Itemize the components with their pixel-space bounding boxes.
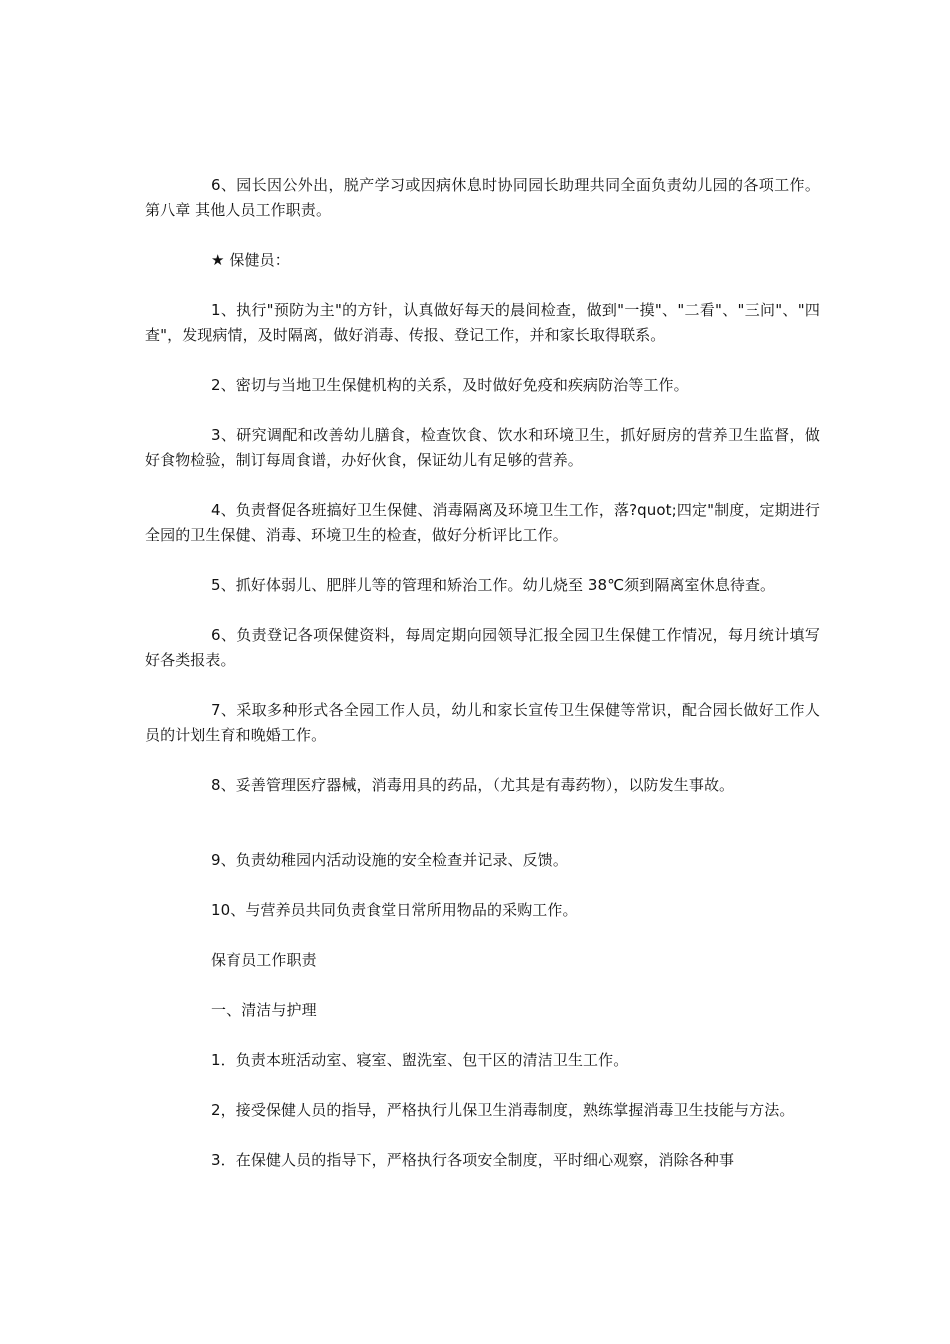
paragraph-health-duty-1: 1、执行"预防为主"的方针，认真做好每天的晨间检查，做到"一摸"、"二看"、"三问"、"四查"，发现病情，及时隔离，做好消毒、传报、登记工作，并和家长取得联系。	[145, 301, 820, 344]
paragraph-health-duty-4: 4、负责督促各班搞好卫生保健、消毒隔离及环境卫生工作，落?quot;四定"制度，定期进行全园的卫生保健、消毒、环境卫生的检查，做好分析评比工作。	[145, 501, 820, 544]
paragraph-health-duty-3: 3、研究调配和改善幼儿膳食，检查饮食、饮水和环境卫生，抓好厨房的营养卫生监督，做好食物检验，制订每周食谱，办好伙食，保证幼儿有足够的营养。	[145, 426, 820, 469]
paragraph-principal-duty-6: 6、园长因公外出，脱产学习或因病休息时协同园长助理共同全面负责幼儿园的各项工作。 第八章 其他人员工作职责。	[145, 176, 825, 219]
paragraph-health-duty-9: 9、负责幼稚园内活动设施的安全检查并记录、反馈。	[211, 851, 568, 869]
paragraph-health-duty-7: 7、采取多种形式各全园工作人员，幼儿和家长宣传卫生保健等常识，配合园长做好工作人员的计划生育和晚婚工作。	[145, 701, 820, 744]
document-body	[145, 173, 825, 1198]
heading-cleaning-and-care: 一、清洁与护理	[211, 1001, 317, 1019]
paragraph-health-duty-6: 6、负责登记各项保健资料，每周定期向园领导汇报全园卫生保健工作情况，每月统计填写好各类报表。	[145, 626, 820, 669]
paragraph-health-duty-8: 8、妥善管理医疗器械，消毒用具的药品，（尤其是有毒药物），以防发生事故。	[211, 776, 735, 794]
paragraph-childcare-duty-1: 1．负责本班活动室、寝室、盥洗室、包干区的清洁卫生工作。	[211, 1051, 629, 1069]
paragraph-health-duty-2: 2、密切与当地卫生保健机构的关系，及时做好免疫和疾病防治等工作。	[211, 376, 689, 394]
paragraph-childcare-duty-2: 2，接受保健人员的指导，严格执行儿保卫生消毒制度，熟练掌握消毒卫生技能与方法。	[211, 1101, 795, 1119]
paragraph-childcare-duty-3: 3．在保健人员的指导下，严格执行各项安全制度，平时细心观察，消除各种事	[211, 1151, 735, 1169]
paragraph-health-duty-10: 10、与营养员共同负责食堂日常所用物品的采购工作。	[211, 901, 578, 919]
paragraph-health-duty-5: 5、抓好体弱儿、肥胖儿等的管理和矫治工作。幼儿烧至 38℃须到隔离室休息待查。	[211, 576, 776, 594]
heading-childcare-worker-duties: 保育员工作职责	[211, 951, 317, 969]
heading-health-worker: ★ 保健员：	[211, 251, 290, 269]
